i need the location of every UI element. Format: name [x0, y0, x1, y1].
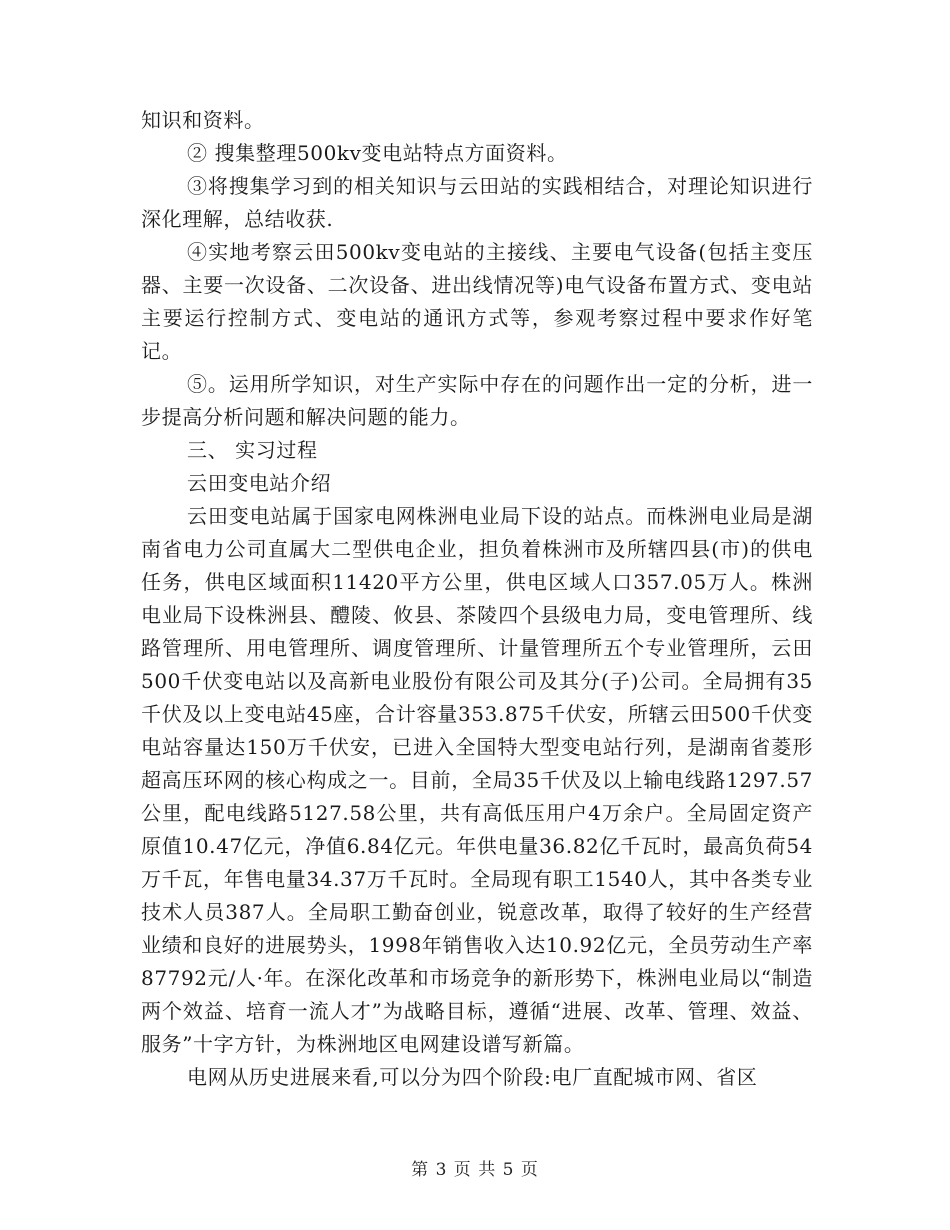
- body-paragraph: 电网从历史进展来看,可以分为四个阶段:电厂直配城市网、省区: [187, 1065, 758, 1089]
- page-footer: 第 3 页 共 5 页: [411, 1160, 539, 1180]
- list-item-5: ⑤。运用所学知识，对生产实际中存在的问题作出一定的分析，进一步提高分析问题和解决问题的能力。: [141, 372, 813, 429]
- list-item-3: ③将搜集学习到的相关知识与云田站的实践相结合，对理论知识进行深化理解，总结收获.: [141, 174, 813, 231]
- body-paragraph: 云田变电站属于国家电网株洲电业局下设的站点。而株洲电业局是湖南省电力公司直属大二型供电企业，担负着株洲市及所辖四县(市)的供电任务，供电区域面积11420平方公里，供电区域人口357.05万人。株洲电业局下设株洲县、醴陵、攸县、茶陵四个县级电力局，变电管理所、线路管理所、用电管理所、调度管理所、计量管理所五个专业管理所，云田500千伏变电站以及高新电业股份有限公司及其分(子)公司。全局拥有35千伏及以上变电站45座，合计容量353.875千伏安，所辖云田500千伏变电站容量达150万千伏安，已进入全国特大型变电站行列，是湖南省菱形超高压环网的核心构成之一。目前，全局35千伏及以上输电线路1297.57公里，配电线路5127.58公里，共有高低压用户4万余户。全局固定资产原值10.47亿元，净值6.84亿元。年供电量36.82亿千瓦时，最高负荷54万千瓦，年售电量34.37万千瓦时。全局现有职工1540人，其中各类专业技术人员387人。全局职工勤奋创业，锐意改革，取得了较好的生产经营业绩和良好的进展势头，1998年销售收入达10.92亿元，全员劳动生产率87792元/人·年。在深化改革和市场竞争的新形势下，株洲电业局以“制造两个效益、培育一流人才”为战略目标，遵循“进展、改革、管理、效益、服务”十字方针，为株洲地区电网建设谱写新篇。: [141, 504, 813, 1056]
- list-item-2: ② 搜集整理500kv变电站特点方面资料。: [187, 141, 568, 165]
- subsection-heading: 云田变电站介绍: [187, 471, 332, 495]
- list-item-4: ④实地考察云田500kv变电站的主接线、主要电气设备(包括主变压器、主要一次设备、二次设备、进出线情况等)电气设备布置方式、变电站主要运行控制方式、变电站的通讯方式等，参观考察过程中要求作好笔记。: [141, 240, 813, 363]
- document-body: [141, 104, 813, 1094]
- section-heading: 三、 实习过程: [187, 438, 318, 462]
- paragraph-continuation: 知识和资料。: [141, 108, 265, 132]
